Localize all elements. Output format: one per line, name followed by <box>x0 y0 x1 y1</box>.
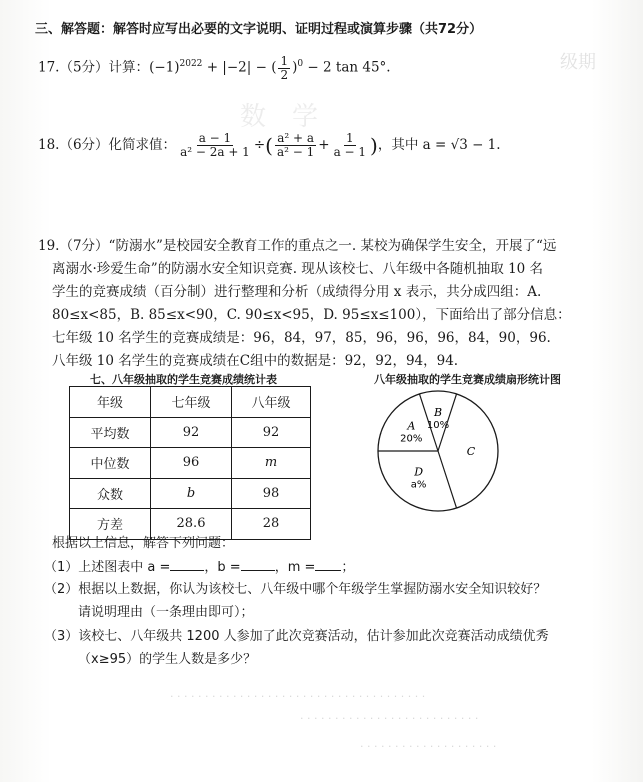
table-caption: 七、八年级抽取的学生竞赛成绩统计表 <box>90 373 277 386</box>
q17-fraction: $\frac{1}{2}$ <box>280 53 289 82</box>
q18-operator: ÷ <box>253 137 266 153</box>
q19-intro-line: 19.（7分）“防溺水”是校园安全教育工作的重点之一. 某校为确保学生安全，开展了“远 <box>38 238 557 254</box>
pie-chart <box>375 388 501 514</box>
table-row <box>70 478 311 509</box>
table-row <box>70 448 311 479</box>
table-header-row <box>70 387 311 418</box>
q18-fraction-1: $\frac{a - 1}{\text{a² − 2a + 1}}$ <box>180 131 250 159</box>
table-cell: 众数 <box>70 478 151 509</box>
pie-label-c: C <box>466 445 476 458</box>
sub-question-3-cont: （x≥95）的学生人数是多少？ <box>78 652 257 667</box>
sub-question-1: （1）上述图表中 a = ，b = ，m = ； <box>44 556 354 578</box>
table-cell: 平均数 <box>70 417 151 448</box>
table-header: 七年级 <box>151 387 232 418</box>
sub-question-3: （3）该校七、八年级共 1200 人参加了此次竞赛活动，估计参加此次竞赛活动成绩优秀 <box>44 629 549 644</box>
stats-table <box>69 386 311 540</box>
section-title: 三、解答题：解答时应写出必要的文字说明、证明过程或演算步骤（共72分） <box>35 22 483 37</box>
q18-condition: ，其中 a = √3 − 1. <box>377 137 501 153</box>
q18-fraction-2: $\frac{\text{a² + a}}{\text{a² − 1}}$ <box>276 131 315 159</box>
q17-expr: − 2 tan 45°. <box>303 59 391 76</box>
q17-label: 17.（5分）计算： <box>38 59 150 76</box>
pie-label-d: D <box>414 465 424 479</box>
table-cell: 98 <box>232 478 311 509</box>
question-18: 18.（6分）化简求值： $\frac{a - 1}{\text{a² − 2a + 1}}$ ÷( $\frac{\text{a² + a}}{\text{a² − 1}}$ + $\frac{1}{a - 1}$ )，其中 a = √3 − 1. <box>38 131 501 159</box>
q18-fraction-3: $\frac{1}{a - 1}$ <box>333 131 367 159</box>
table-cell: 方差 <box>70 509 151 540</box>
question-17 <box>38 54 391 82</box>
table-row <box>70 417 311 448</box>
pie-value-d: a% <box>410 479 427 491</box>
table-cell: b <box>151 478 232 509</box>
sub-question-2: （2）根据以上数据，你认为该校七、八年级中哪个年级学生掌握防溺水安全知识较好？ <box>44 582 547 597</box>
table-cell: 28 <box>232 509 311 540</box>
answer-blank-b[interactable] <box>241 556 275 571</box>
answer-blank-a[interactable] <box>170 556 204 571</box>
q17-expr: (−1) <box>149 59 180 76</box>
table-cell: 92 <box>232 417 311 448</box>
q17-exponent: 0 <box>297 59 304 69</box>
table-cell: 96 <box>151 448 232 479</box>
sub-question-2-cont: 请说明理由（一条理由即可）； <box>78 605 254 620</box>
questions-intro: 根据以上信息，解答下列问题： <box>52 536 235 551</box>
answer-blank-m[interactable] <box>315 556 341 571</box>
pie-label-b: B <box>433 406 443 419</box>
q19-grade7-scores: 七年级 10 名学生的竞赛成绩是：96，84，97，85，96，96，96，84，90，96. <box>52 330 551 346</box>
chart-caption: 八年级抽取的学生竞赛成绩扇形统计图 <box>374 373 561 386</box>
table-cell: 92 <box>151 417 232 448</box>
exam-page: 级期 数 学 三、解答题：解答时应写出必要的文字说明、证明过程或演算步骤（共72分） 17.（5分）计算：$(-1)^{2022} + |-2|$ − ( $\frac{1}{2}$ )$^0$ − 2 tan 45°. 18.（6分）化简求值： $\frac{a - 1}{\text{a² − 2a + 1}}$ ÷( $\frac{\text{a² + a}}{\text{a² − 1}}$ + $\frac{1}{a - 1}$ )，其中 a = √3 − 1. 19.（7分）“防溺水”是校园安全教育工作的重点之一. 某校为确保学生安全，开展了“远 离溺水·珍爱生命”的防溺水安全知识竞赛. 现从该校七、八年级中各随机抽取 10 名 学生的竞赛成绩（百分制）进行整理和分析（成绩得分用 x 表示，共分成四组：A. 80≤x<85，B. 85≤x<90，C. 90≤x<95，D. 95≤x≤100），下面给出了部分信息： 七年级 10 名学生的竞赛成绩是：96，84，97，85，96，96，96，84，90，96. 八年级 10 名学生的竞赛成绩在C组中的数据是：92，92，94，94. 七、八年级抽取的学生竞赛成绩统计表 八年级抽取的学生竞赛成绩扇形统计图 年级 七年级 八年级 平均数 92 92 中位数 96 m 众数 b 98 方差 28.6 28 A 20% B 10% C D a% 根据以上信息，解答下列问题： （1）上述图表中 a = ，b = ，m = ； （2）根据以上数据，你认为该校七、八年级中哪个年级学生掌握防溺水安全知识较好？ 请说明理由（一条理由即可）； （3）该校七、八年级共 1200 人参加了此次竞赛活动，估计参加此次竞赛活动成绩优秀 （x≥95）的学生人数是多少？ · · · · · · · · · · · · · · · · · · · · · · · · · · · · · · · · · · · · · · · · · · · · · · · · · · · · · · · · · · · · · · · · · · · · · · · · · · · · · · · · · · · <box>0 0 643 782</box>
table-cell: m <box>232 448 311 479</box>
q19-intro-line: 80≤x<85，B. 85≤x<90，C. 90≤x<95，D. 95≤x≤100），下面给出了部分信息： <box>52 307 571 323</box>
pie-label-a: A <box>407 419 416 433</box>
q19-intro-line: 学生的竞赛成绩（百分制）进行整理和分析（成绩得分用 x 表示，共分成四组：A. <box>52 284 542 300</box>
q18-label: 18.（6分）化简求值： <box>38 137 177 153</box>
q17-expr: + |−2| − ( <box>202 59 277 76</box>
pie-value-b: 10% <box>426 420 450 431</box>
pie-value-a: 20% <box>400 433 423 445</box>
table-cell: 28.6 <box>151 509 232 540</box>
q19-intro-line: 离溺水·珍爱生命”的防溺水安全知识竞赛. 现从该校七、八年级中各随机抽取 10 名 <box>52 261 544 277</box>
table-header: 年级 <box>70 387 151 418</box>
q18-operator: + <box>318 137 330 153</box>
table-cell: 中位数 <box>70 448 151 479</box>
q19-grade8-scores: 八年级 10 名学生的竞赛成绩在C组中的数据是：92，92，94，94. <box>52 353 459 369</box>
table-header: 八年级 <box>232 387 311 418</box>
q17-exponent: 2022 <box>179 59 203 69</box>
q17-expr: ) <box>292 59 298 76</box>
